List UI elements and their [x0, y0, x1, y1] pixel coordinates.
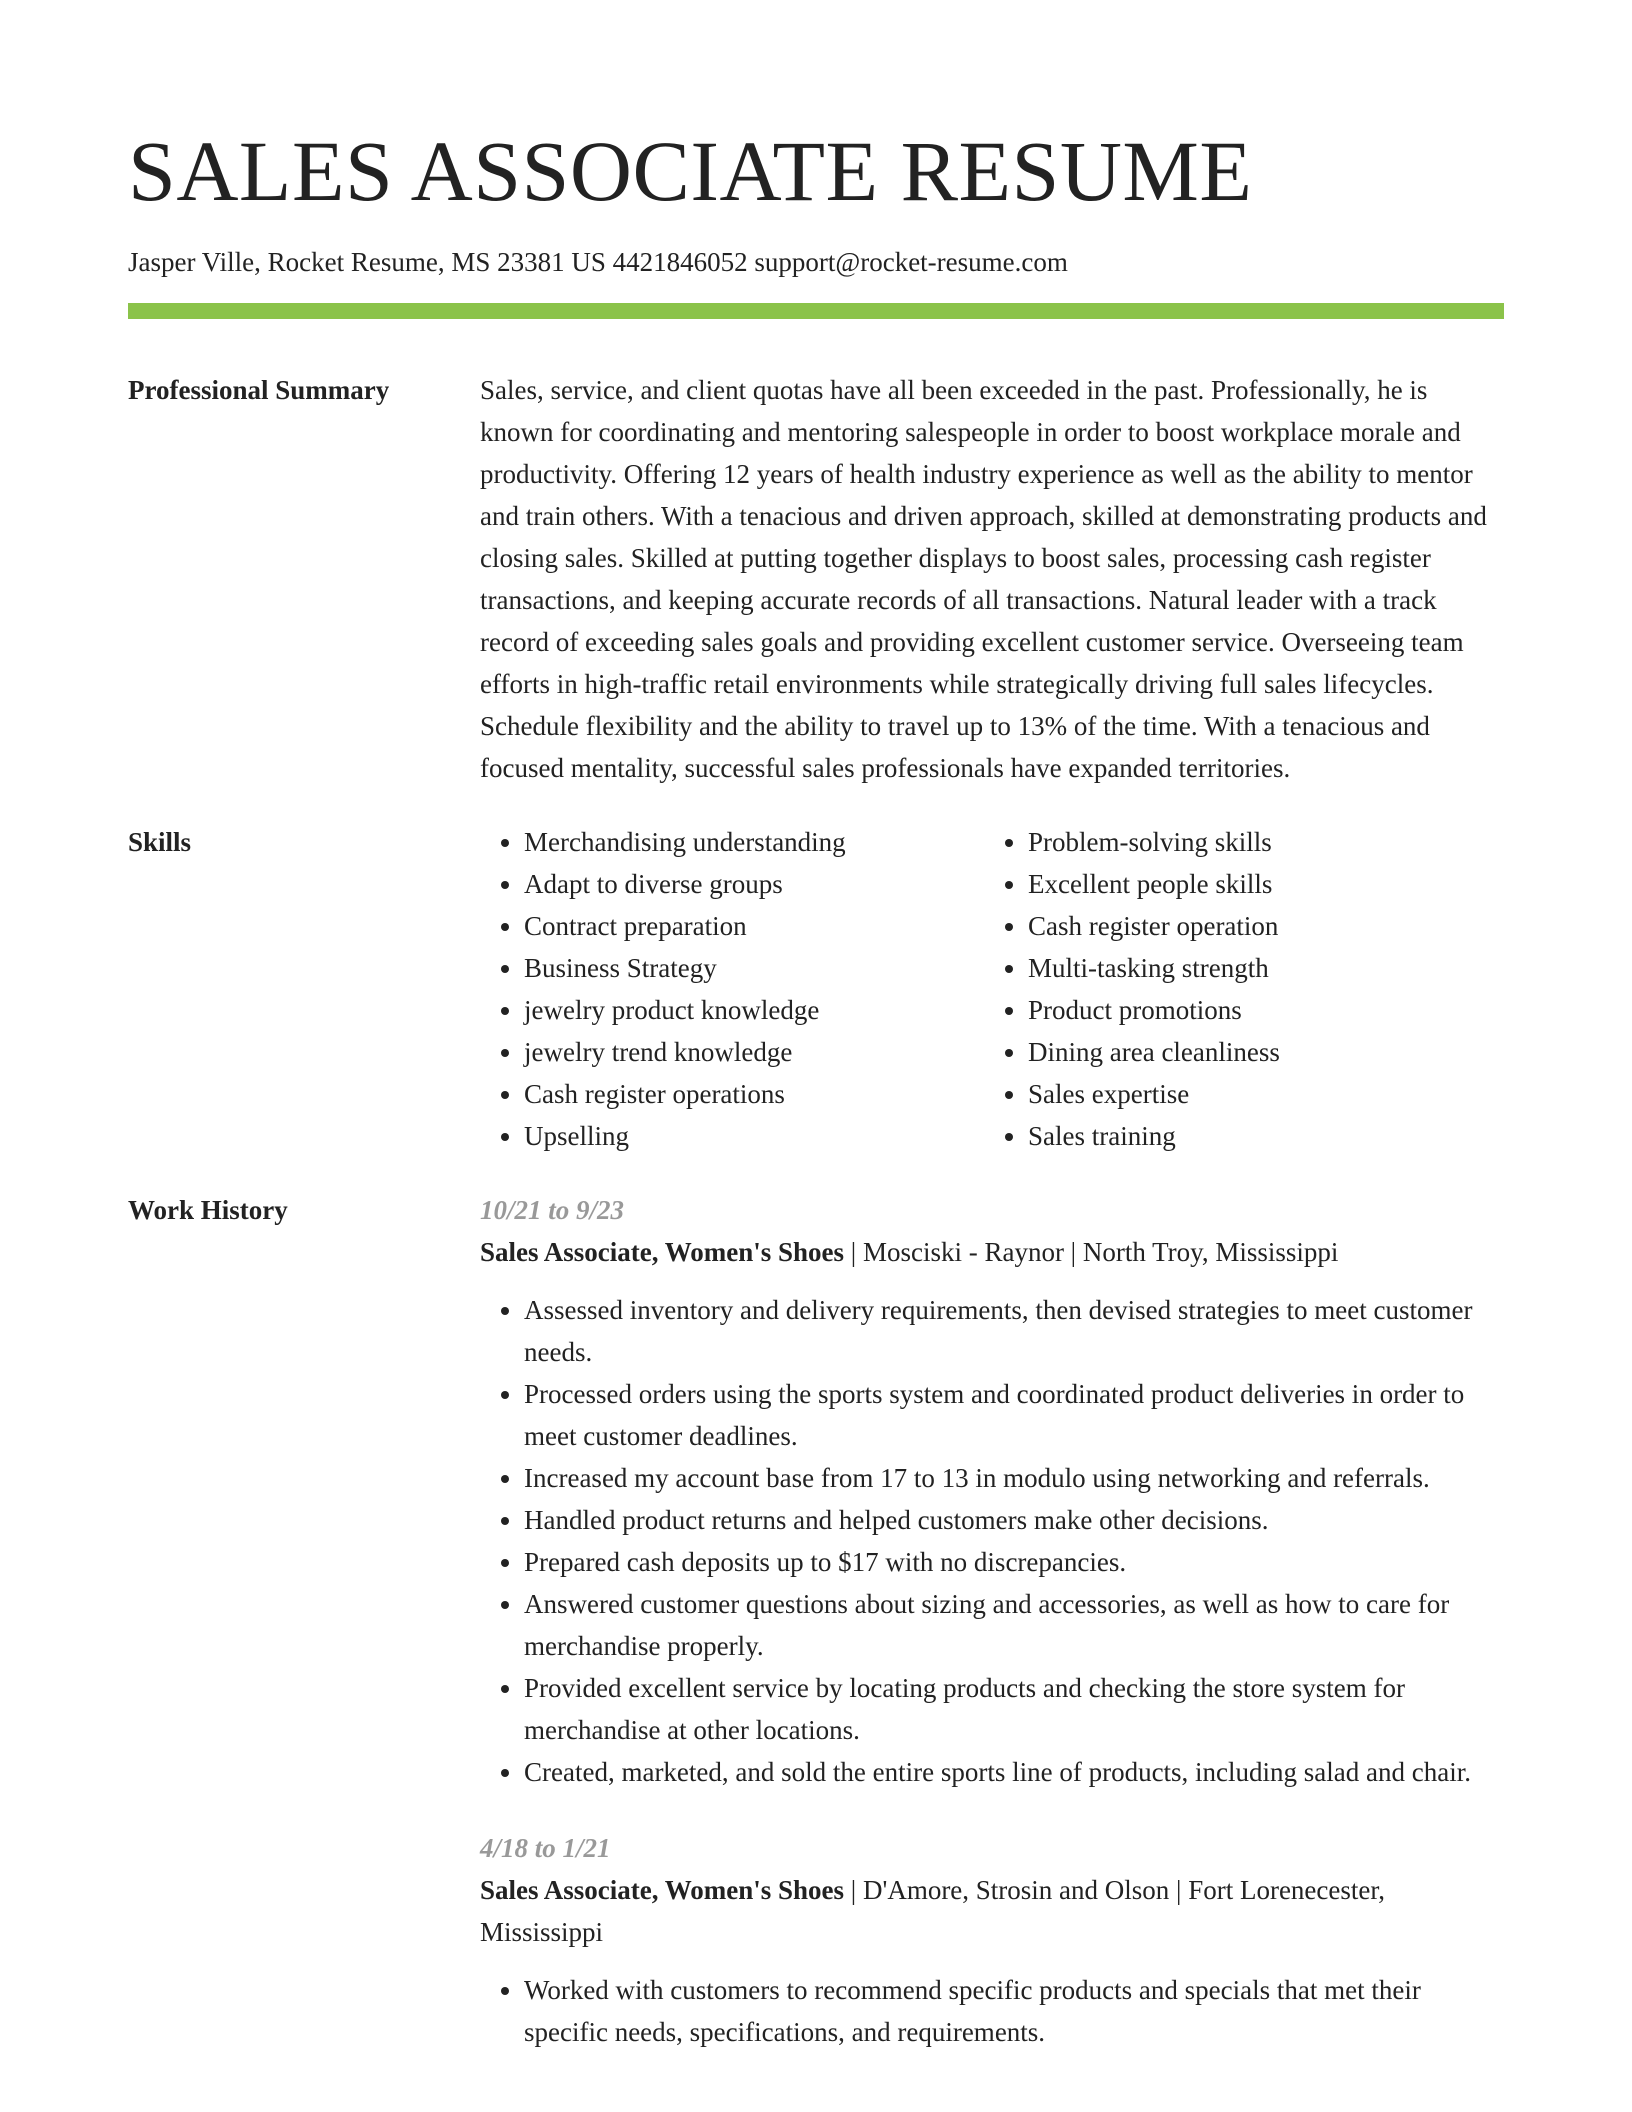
job-heading [480, 1231, 1504, 1273]
duty-item: • Provided excellent service by locating products and checking the store system for merchandise at other locations. [524, 1667, 1504, 1751]
skill-item: • Excellent people skills [1028, 863, 1488, 905]
skill-item: • Sales expertise [1028, 1073, 1488, 1115]
duty-item: • Answered customer questions about sizing and accessories, as well as how to care for merchandise properly. [524, 1583, 1504, 1667]
section-label-work-history: Work History [128, 1195, 288, 1225]
duty-item: • Created, marketed, and sold the entire sports line of products, including salad and chair. [524, 1751, 1504, 1793]
contact-line: Jasper Ville, Rocket Resume, MS 23381 US 4421846052 support@rocket-resume.com [128, 247, 1068, 277]
job-entry [480, 1827, 1504, 2053]
skill-item: • Problem-solving skills [1028, 821, 1488, 863]
skill-item: • Adapt to diverse groups [524, 863, 984, 905]
job-entry [480, 1189, 1504, 1793]
skill-item: • Sales training [1028, 1115, 1488, 1157]
job-dates: 4/18 to 1/21 [480, 1833, 611, 1863]
resume-title: SALES ASSOCIATE RESUME [128, 123, 1253, 219]
work-history-section [128, 1189, 1504, 2053]
duty-item: • Assessed inventory and delivery requirements, then devised strategies to meet customer needs. [524, 1289, 1504, 1373]
skills-list-right [984, 821, 1488, 1157]
skill-item: • Multi-tasking strength [1028, 947, 1488, 989]
skills-columns [480, 821, 1504, 1157]
summary-body [480, 369, 1504, 789]
duty-item: • Increased my account base from 17 to 13 in modulo using networking and referrals. [524, 1457, 1504, 1499]
skill-item: • Cash register operations [524, 1073, 984, 1115]
skill-item: • Product promotions [1028, 989, 1488, 1031]
skill-item: • jewelry trend knowledge [524, 1031, 984, 1073]
duty-item: • Processed orders using the sports system and coordinated product deliveries in order to meet customer deadlines. [524, 1373, 1504, 1457]
job-dates: 10/21 to 9/23 [480, 1195, 625, 1225]
skill-item: • Upselling [524, 1115, 984, 1157]
skills-list-left [480, 821, 984, 1157]
job-heading [480, 1869, 1504, 1953]
duty-item: • Worked with customers to recommend specific products and specials that met their specific needs, specifications, and requirements. [524, 1969, 1504, 2053]
resume-page [128, 0, 1504, 2053]
job-duties-list [480, 1289, 1504, 1793]
skills-section [128, 821, 1504, 1157]
skill-item: • Business Strategy [524, 947, 984, 989]
header-divider [128, 303, 1504, 319]
skills-body [480, 821, 1504, 1157]
duty-item: • Handled product returns and helped customers make other decisions. [524, 1499, 1504, 1541]
job-title: Sales Associate, Women's Shoes [480, 1875, 845, 1905]
work-history-body [480, 1189, 1504, 2053]
summary-section [128, 369, 1504, 789]
skill-item: • Contract preparation [524, 905, 984, 947]
section-label-summary: Professional Summary [128, 375, 390, 405]
duty-item: • Prepared cash deposits up to $17 with no discrepancies. [524, 1541, 1504, 1583]
section-label-skills: Skills [128, 827, 192, 857]
skill-item: • Dining area cleanliness [1028, 1031, 1488, 1073]
job-duties-list [480, 1969, 1504, 2053]
skill-item: • Cash register operation [1028, 905, 1488, 947]
summary-text: Sales, service, and client quotas have all been exceeded in the past. Professionally, he is known for coordinating and mentoring salespeople in order to boost workplace morale and productivity. Offering 12 years of health industry experience as well as the ability to mentor and train others. With a tenacious and driven approach, skilled at demonstrating products and closing sales. Skilled at putting together displays to boost sales, processing cash register transactions, and keeping accurate records of all transactions. Natural leader with a track record of exceeding sales goals and providing excellent customer service. Overseeing team efforts in high-traffic retail environments while strategically driving full sales lifecycles. Schedule flexibility and the ability to travel up to 13% of the time. With a tenacious and focused mentality, successful sales professionals have expanded territories. [480, 375, 1487, 783]
skill-item: • Merchandising understanding [524, 821, 984, 863]
skill-item: • jewelry product knowledge [524, 989, 984, 1031]
job-employer-location: | Mosciski - Raynor | North Troy, Mississippi [844, 1237, 1339, 1267]
job-title: Sales Associate, Women's Shoes [480, 1237, 845, 1267]
job-employer-location: | D'Amore, Strosin and Olson | Fort Lorenecester, Mississippi [480, 1875, 1386, 1947]
